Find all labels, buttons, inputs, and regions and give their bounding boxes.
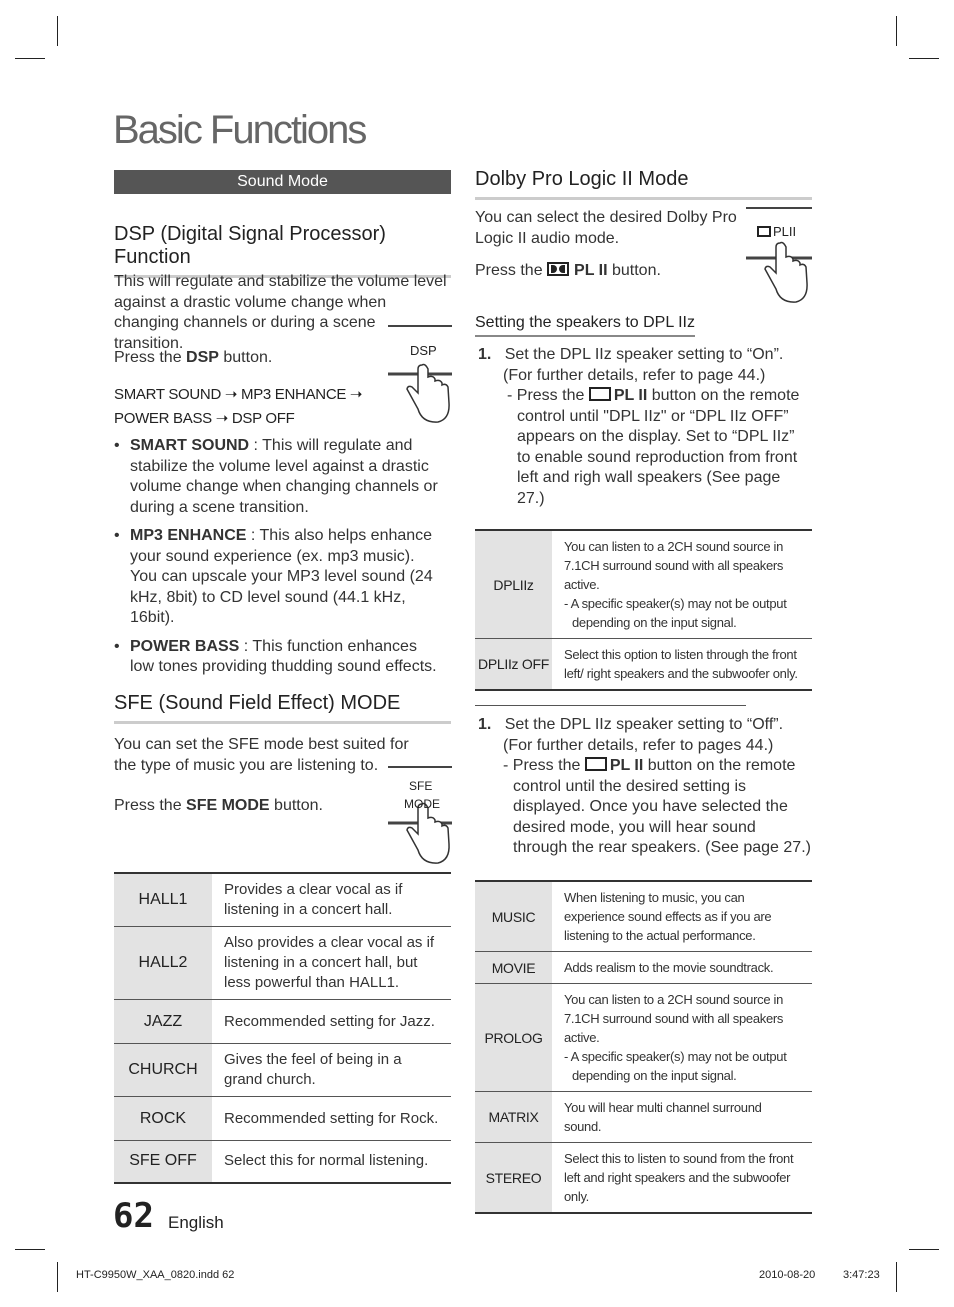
- table-row: MUSIC When listening to music, you can experience sound effects as if you are listening to the actual performance.: [475, 881, 812, 952]
- dsp-heading: DSP (Digital Signal Processor) Function: [114, 223, 451, 278]
- list-item: • POWER BASS : This function enhances low tones providing thudding sound effects.: [114, 637, 439, 678]
- footer-date: 2010-08-20: [759, 1269, 816, 1281]
- crop-mark: [57, 16, 58, 46]
- table-row: DPLIIz You can listen to a 2CH sound source in 7.1CH surround sound with all speakers active. - A specific speaker(s) may not be output depending on the input signal.: [475, 530, 812, 639]
- dsp-mode-list: [114, 436, 439, 686]
- list-item: • MP3 ENHANCE : This also helps enhance your sound experience (ex. mp3 music). You can upscale your MP3 level sound (24 kHz, 8bit) to CD level sound (44.1 kHz, 16bit).: [114, 526, 439, 629]
- crop-mark: [57, 1262, 58, 1292]
- sfe-heading: SFE (Sound Field Effect) MODE: [114, 692, 451, 724]
- table-row: JAZZ Recommended setting for Jazz.: [114, 1000, 451, 1044]
- footer-file: HT-C9950W_XAA_0820.indd 62: [76, 1269, 235, 1281]
- plii-remote-icon: [746, 207, 812, 307]
- dsp-remote-icon: [388, 325, 452, 425]
- sfe-icon-label-2: MODE: [404, 797, 440, 811]
- dsp-icon-label: DSP: [410, 343, 437, 358]
- sfe-mode-table: [114, 872, 451, 1184]
- section-bar: Sound Mode: [114, 170, 451, 194]
- footer-time: 3:47:23: [843, 1269, 880, 1281]
- dsp-sequence-1: SMART SOUND ➝ MP3 ENHANCE ➝: [114, 386, 363, 403]
- dolby-press-line: Press the PL II button.: [475, 262, 661, 279]
- crop-mark: [896, 16, 897, 46]
- divider: [475, 705, 746, 706]
- sfe-icon-label-1: SFE: [409, 779, 433, 793]
- dolby-logo-icon: [547, 262, 569, 276]
- dpl-iiz-on-heading: Setting the speakers to DPL IIz: [475, 314, 695, 337]
- table-row: DPLIIz OFF Select this option to listen through the front left/ right speakers and the subwoofer only.: [475, 639, 812, 691]
- sfe-press-line: Press the SFE MODE button.: [114, 797, 323, 814]
- page-language: English: [168, 1213, 224, 1232]
- crop-mark: [909, 58, 939, 59]
- table-row: HALL2 Also provides a clear vocal as if listening in a concert hall, but less powerful than HALL1.: [114, 927, 451, 1000]
- table-row: STEREO Select this to listen to sound from the front left and right speakers and the subwoofer only.: [475, 1143, 812, 1214]
- sfe-intro: You can set the SFE mode best suited for the type of music you are listening to.: [114, 736, 409, 774]
- table-row: CHURCH Gives the feel of being in a grand church.: [114, 1044, 451, 1097]
- pl-mode-table: [475, 880, 812, 1214]
- table-row: MATRIX You will hear multi channel surround sound.: [475, 1092, 812, 1143]
- dolby-logo-icon: [589, 387, 611, 401]
- page-title: Basic Functions: [113, 108, 366, 152]
- table-row: SFE OFF Select this for normal listening.: [114, 1141, 451, 1183]
- table-row: HALL1 Provides a clear vocal as if listening in a concert hall.: [114, 873, 451, 927]
- dsp-press-line: Press the DSP button.: [114, 349, 273, 366]
- dolby-intro: You can select the desired Dolby Pro Logic II audio mode.: [475, 209, 737, 247]
- dpl-iiz-on-step: 1. Set the DPL IIz speaker setting to “On”. (For further details, refer to page 44.) - Press the PL II button on the remote control until "DPL IIz" or “DPL IIz OFF” appears on the display. Set to “DPL IIz” to enable sound reproduction from front left and righ wall speakers (See page 27.): [478, 346, 800, 507]
- dsp-sequence-2: POWER BASS ➝ DSP OFF: [114, 410, 295, 427]
- crop-mark: [15, 58, 45, 59]
- dsp-intro: This will regulate and stabilize the volume level against a drastic volume change when changing channels or during a scene transition.: [114, 273, 447, 352]
- table-row: ROCK Recommended setting for Rock.: [114, 1097, 451, 1141]
- dolby-heading: Dolby Pro Logic II Mode: [475, 168, 812, 200]
- crop-mark: [15, 1249, 45, 1250]
- page-number: 62: [113, 1196, 154, 1236]
- dpl-iiz-table: [475, 529, 812, 691]
- dpl-iiz-off-step: 1. Set the DPL IIz speaker setting to “Off”. (For further details, refer to pages 44.) - Press the PL II button on the remote control until the desired setting is displayed. Once you have selected the desired mode, you will hear sound through the rear speakers. (See page 27.): [478, 716, 811, 856]
- table-row: PROLOG You can listen to a 2CH sound source in 7.1CH surround sound with all speakers active. - A specific speaker(s) may not be output depending on the input signal.: [475, 984, 812, 1092]
- dolby-logo-icon: [585, 757, 607, 771]
- plii-icon-label: PLII: [757, 224, 796, 239]
- table-row: MOVIE Adds realism to the movie soundtrack.: [475, 952, 812, 984]
- crop-mark: [896, 1262, 897, 1292]
- list-item: • SMART SOUND : This will regulate and stabilize the volume level against a drastic volume change when changing channels or during a scene transition.: [114, 436, 439, 518]
- crop-mark: [909, 1249, 939, 1250]
